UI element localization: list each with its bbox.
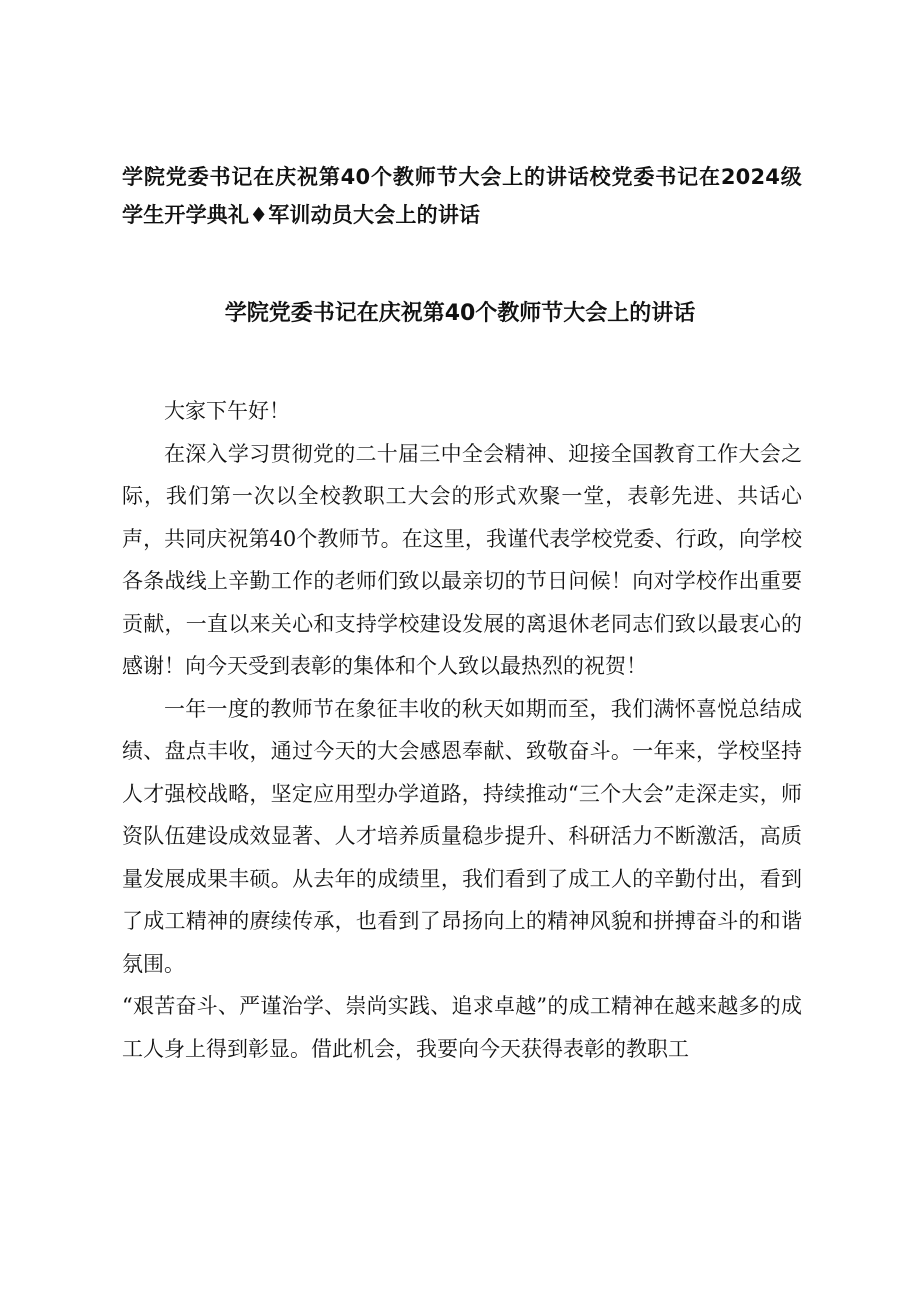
section-heading: 学院党委书记在庆祝第40个教师节大会上的讲话 xyxy=(224,301,696,326)
body-paragraph: 在深入学习贯彻党的二十届三中全会精神、迎接全国教育工作大会之际，我们第一次以全校教职工大会的形式欢聚一堂，表彰先进、共话心声，共同庆祝第40个教师节。在这里，我谨代表学校党委、行政，向学校各条战线上辛勤工作的老师们致以最亲切的节日问候！向对学校作出重要贡献，一直以来关心和支持学校建设发展的离退休老同志们致以最衷心的感谢！向今天受到表彰的集体和个人致以最热烈的祝贺！ xyxy=(122,441,802,678)
document-body xyxy=(122,390,802,1070)
document-title: 学院党委书记在庆祝第40个教师节大会上的讲话校党委书记在2024级学生开学典礼♦军训动员大会上的讲话 xyxy=(122,165,802,227)
greeting-paragraph: 大家下午好！ xyxy=(164,399,290,423)
body-paragraph: “艰苦奋斗、严谨治学、崇尚实践、追求卓越”的成工精神在越来越多的成工人身上得到彰显。借此机会，我要向今天获得表彰的教职工 xyxy=(122,994,802,1061)
body-paragraph: 一年一度的教师节在象征丰收的秋天如期而至，我们满怀喜悦总结成绩、盘点丰收，通过今天的大会感恩奉献、致敬奋斗。一年来，学校坚持人才强校战略，坚定应用型办学道路，持续推动“三个大会”走深走实，师资队伍建设成效显著、人才培养质量稳步提升、科研活力不断激活，高质量发展成果丰硕。从去年的成绩里，我们看到了成工人的辛勤付出，看到了成工精神的赓续传承，也看到了昂扬向上的精神风貌和拼搏奋斗的和谐氛围。 xyxy=(122,696,802,976)
